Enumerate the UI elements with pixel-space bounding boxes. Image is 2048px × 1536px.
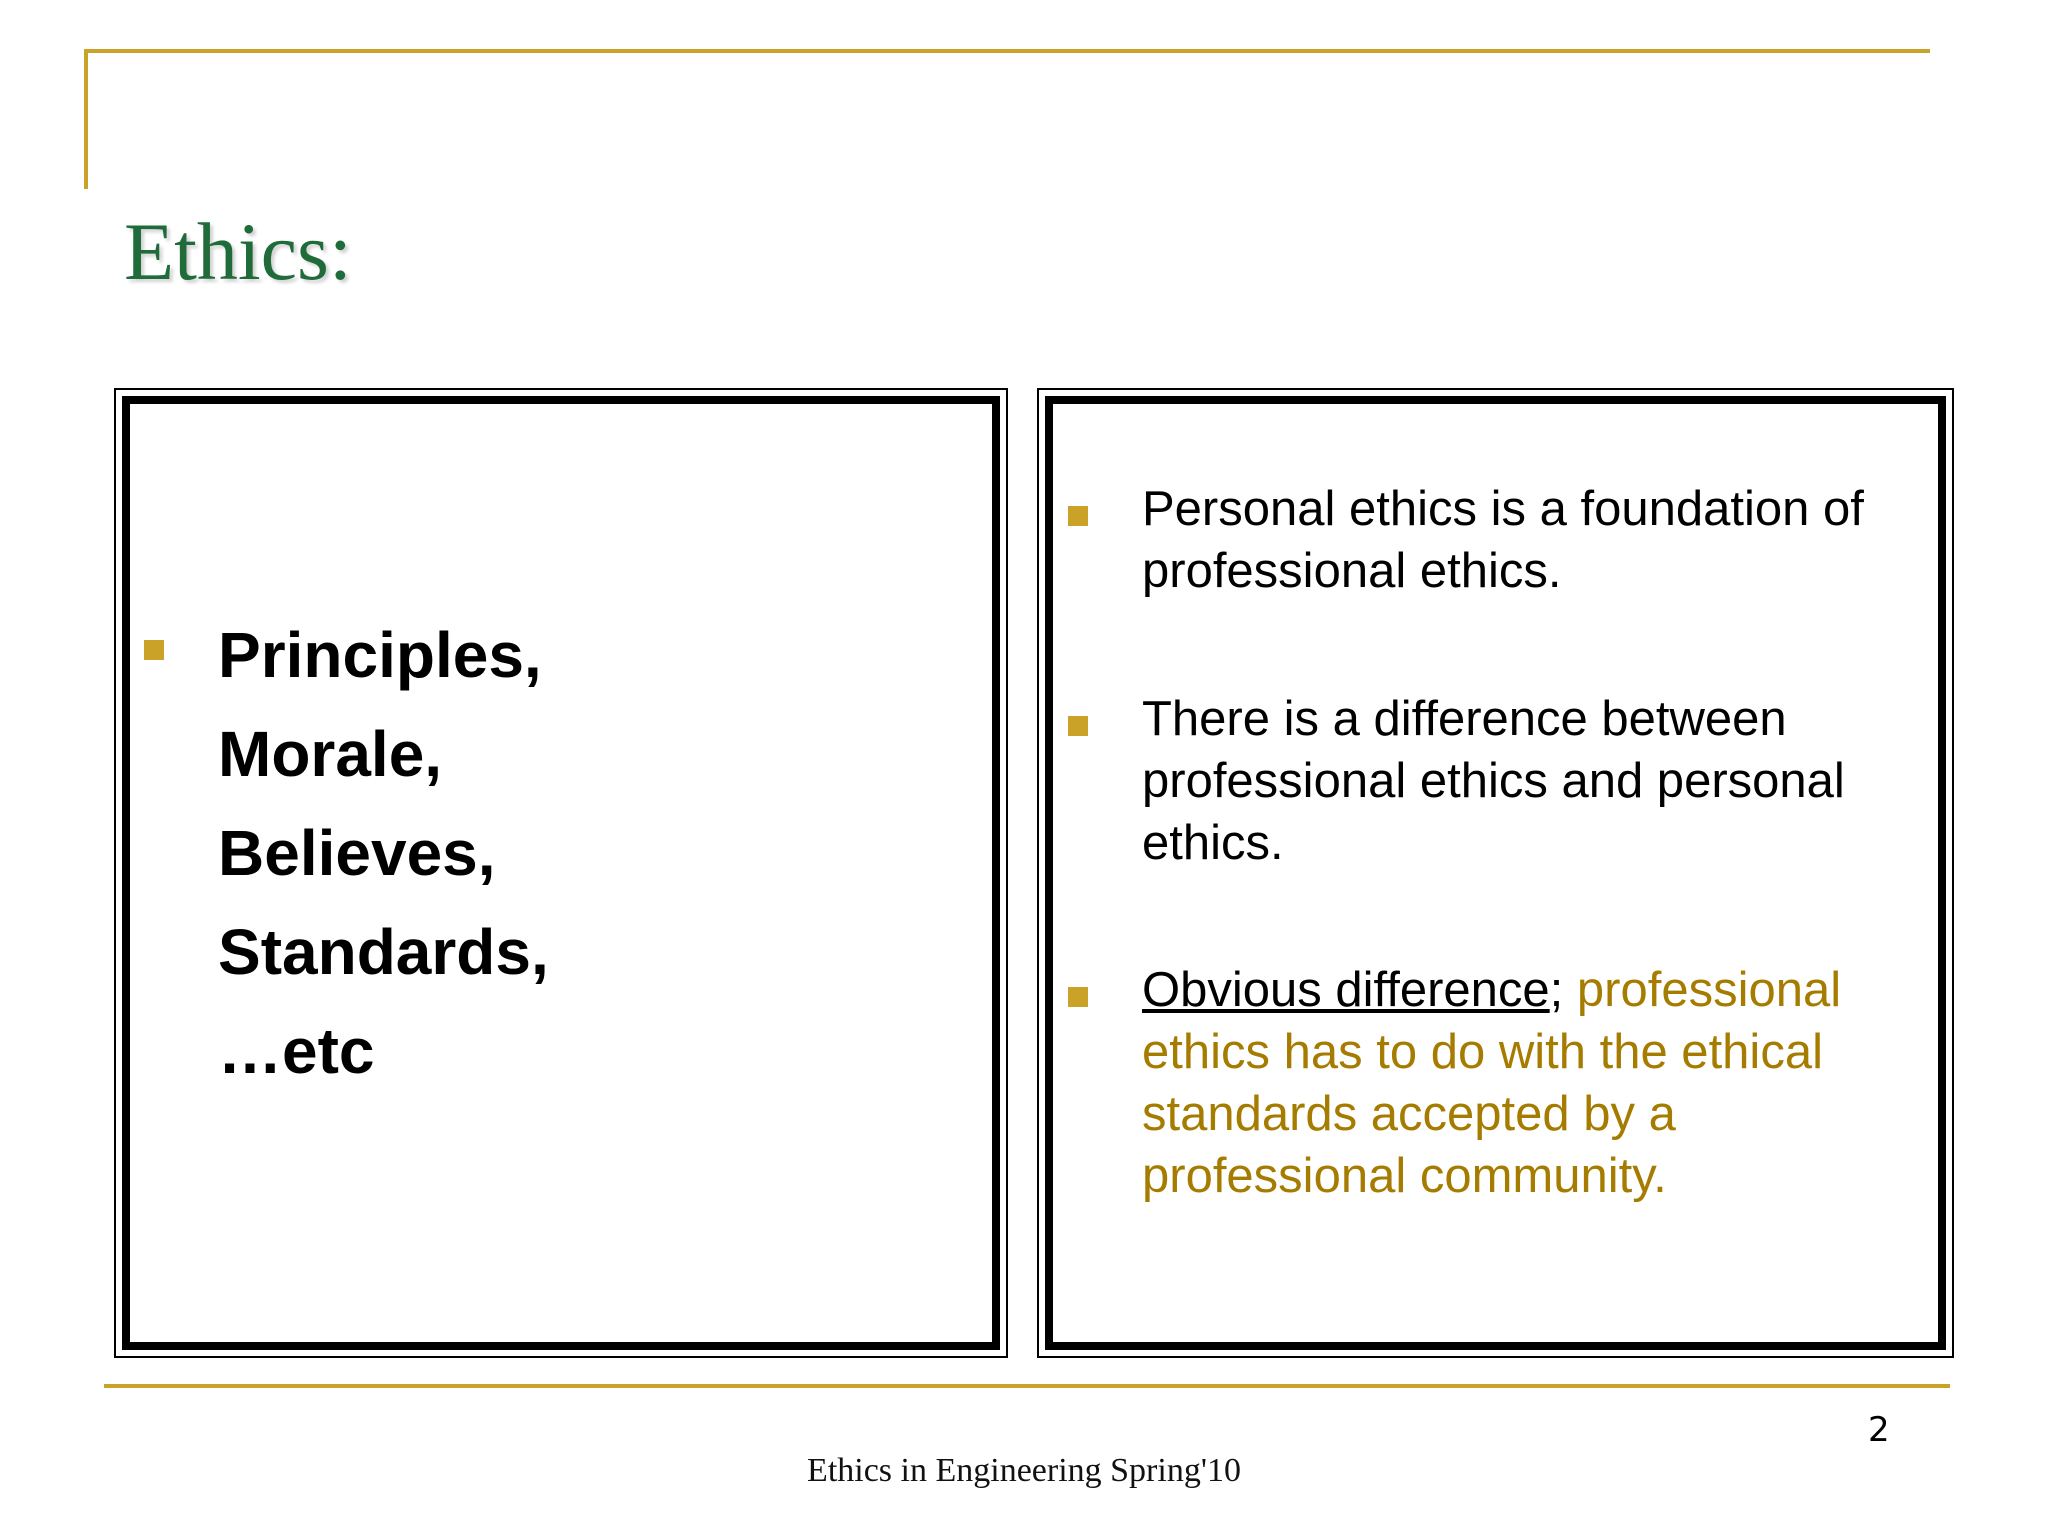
- obvious-difference-text: professional ethics has to do with the ethical standards accepted by a professional community.: [1142, 963, 1842, 1203]
- bullet-square-icon: [144, 640, 164, 660]
- list-item: Standards,: [218, 916, 549, 988]
- list-item: Morale,: [218, 718, 443, 790]
- footer-text: Ethics in Engineering Spring'10: [807, 1452, 1241, 1489]
- slide-title: Ethics:: [124, 206, 352, 297]
- separator: ;: [1549, 963, 1577, 1017]
- bullet-personal-ethics: Personal ethics is a foundation of professional ethics.: [1142, 482, 1864, 598]
- obvious-difference-label: Obvious difference: [1142, 963, 1550, 1017]
- bullet-square-icon: [1068, 506, 1088, 526]
- list-item: …etc: [218, 1015, 375, 1087]
- bullet-square-icon: [1068, 716, 1088, 736]
- bullet-difference: There is a difference between professional ethics and personal ethics.: [1142, 692, 1845, 870]
- list-item: Principles,: [218, 619, 542, 691]
- list-item: Believes,: [218, 817, 496, 889]
- bullet-obvious-difference: [1142, 959, 1932, 1207]
- bottom-rule: [104, 1384, 1950, 1388]
- bullet-square-icon: [1068, 987, 1088, 1007]
- top-rule: [84, 49, 1930, 53]
- left-rule: [84, 49, 88, 189]
- page-number: 2: [1868, 1410, 1890, 1450]
- left-list: [218, 606, 549, 1101]
